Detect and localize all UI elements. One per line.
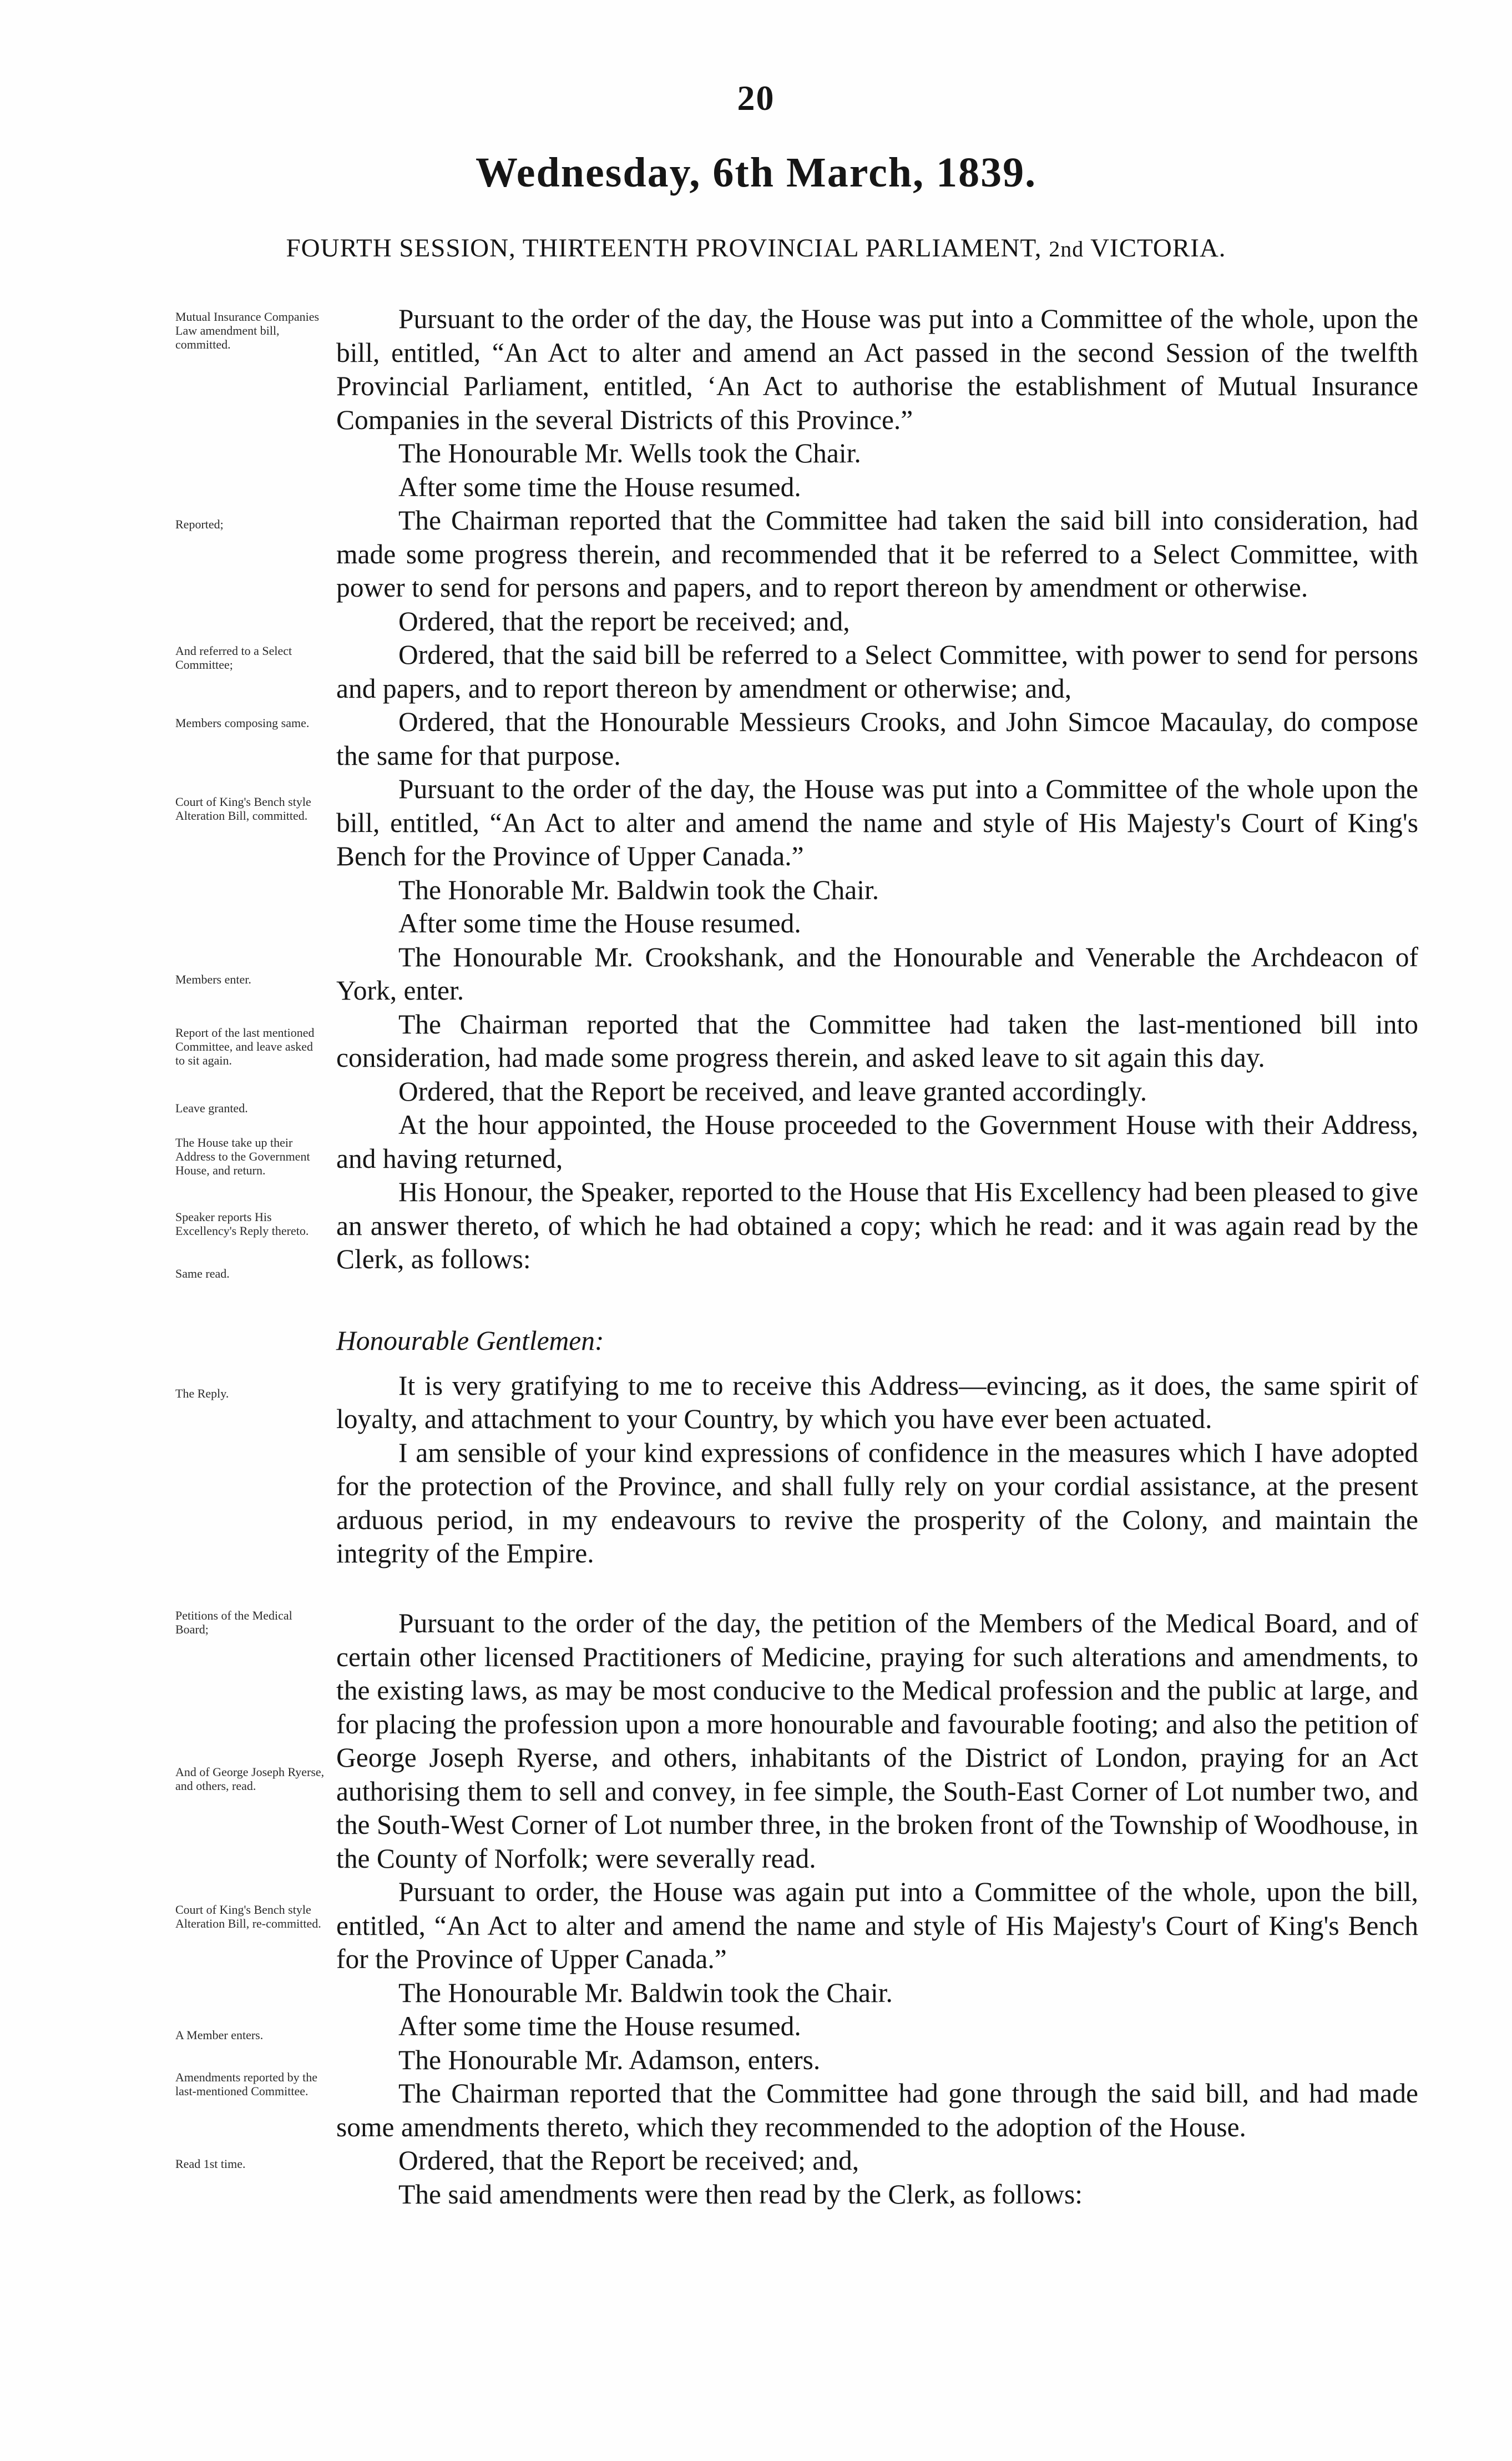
margin-note: Court of King's Bench style Alteration Bill, committed. <box>175 795 311 823</box>
body-section-reply <box>336 1324 1418 1571</box>
paragraph: Pursuant to the order of the day, the House was put into a Committee of the whole upon the bill, entitled, “An Act to alter and amend the name and style of His Majesty's Court of King's Bench for the Province of Upper Canada.” <box>336 774 1418 871</box>
margin-note: Members composing same. <box>175 716 310 730</box>
margin-note: And referred to a Select Committee; <box>175 644 292 672</box>
paragraph: The Chairman reported that the Committee had gone through the said bill, and had made some amendments thereto, which they recommended to the adoption of the House. <box>336 2078 1418 2142</box>
paragraph: Pursuant to order, the House was again put into a Committee of the whole, upon the bill, entitled, “An Act to alter and amend the name and style of His Majesty's Court of King's Bench for the Province of Upper Canada.” <box>336 1877 1418 1974</box>
body-section-proceedings <box>336 302 1418 1277</box>
paragraph: The Honourable Mr. Adamson, enters. <box>398 2044 821 2075</box>
paragraph: I am sensible of your kind expressions of confidence in the measures which I have adopted for the protection of the Province, and shall fully rely on your cordial assistance, at the present arduous period, in my endeavours to revive the prosperity of the Colony, and maintain the integrity of the Empire. <box>336 1437 1418 1569</box>
paragraph: The Honorable Mr. Baldwin took the Chair. <box>398 874 879 905</box>
paragraph: Pursuant to the order of the day, the petition of the Members of the Medical Board, and of certain other licensed Practitioners of Medicine, praying for such alterations and amendments, to the existing laws, as may be most conducive to the Medical profession and the public at large, and for placing the profession upon a more honourable and favourable footing; and also the petition of George Joseph Ryerse, and others, inhabitants of the District of London, praying for an Act authorising them to sell and convey, in fee simple, the South-East Corner of Lot number two, and the South-West Corner of Lot number three, in the broken front of the Township of Woodhouse, in the County of Norfolk; were severally read. <box>336 1608 1418 1874</box>
reply-salutation: Honourable Gentlemen: <box>336 1325 604 1356</box>
margin-note: Read 1st time. <box>175 2157 246 2171</box>
margin-note: Members enter. <box>175 972 251 986</box>
margin-note: Report of the last mentioned Committee, and leave asked to sit again. <box>175 1026 315 1067</box>
margin-note: Petitions of the Medical Board; <box>175 1608 292 1636</box>
body-section-petitions <box>336 1607 1418 2211</box>
margin-note: The Reply. <box>175 1386 229 1400</box>
paragraph: The Chairman reported that the Committee had taken the last-mentioned bill into consideration, had made some progress therein, and asked leave to sit again this day. <box>336 1008 1418 1073</box>
paragraph: Ordered, that the Honourable Messieurs Crooks, and John Simcoe Macaulay, do compose the same for that purpose. <box>336 707 1418 771</box>
date-heading: Wednesday, 6th March, 1839. <box>475 149 1037 196</box>
margin-note: The House take up their Address to the Government House, and return. <box>175 1136 310 1177</box>
margin-note: Amendments reported by the last-mentioned Committee. <box>175 2070 317 2098</box>
paragraph: Ordered, that the Report be received, and leave granted accordingly. <box>398 1076 1147 1107</box>
paragraph: The said amendments were then read by the Clerk, as follows: <box>398 2178 1083 2210</box>
margin-note: Leave granted. <box>175 1101 248 1115</box>
paragraph: It is very gratifying to me to receive this Address—evincing, as it does, the same spirit of loyalty, and attachment to your Country, by which you have ever been actuated. <box>336 1370 1418 1434</box>
session-heading-regnal-number: 2nd <box>1049 236 1084 261</box>
paragraph: The Honourable Mr. Baldwin took the Chair. <box>398 1977 893 2008</box>
paragraph: After some time the House resumed. <box>398 2011 801 2041</box>
margin-note: And of George Joseph Ryerse, and others, read. <box>175 1765 325 1793</box>
page-number: 20 <box>737 78 775 118</box>
session-heading-end: VICTORIA. <box>1084 234 1226 263</box>
margin-note: Same read. <box>175 1267 230 1280</box>
paragraph: After some time the House resumed. <box>398 908 801 939</box>
paragraph: Ordered, that the Report be received; and, <box>398 2145 859 2176</box>
margin-note: A Member enters. <box>175 2028 264 2042</box>
paragraph: At the hour appointed, the House proceeded to the Government House with their Address, and having returned, <box>336 1110 1418 1174</box>
session-heading-main: FOURTH SESSION, THIRTEENTH PROVINCIAL PARLIAMENT, <box>286 234 1049 263</box>
paragraph: The Honourable Mr. Crookshank, and the Honourable and Venerable the Archdeacon of York, enter. <box>336 941 1418 1006</box>
paragraph: Ordered, that the said bill be referred to a Select Committee, with power to send for persons and papers, and to report thereon by amendment or otherwise; and, <box>336 639 1418 704</box>
margin-note: Mutual Insurance Companies Law amendment bill, committed. <box>175 310 320 351</box>
paragraph: The Honourable Mr. Wells took the Chair. <box>398 438 861 468</box>
paragraph: After some time the House resumed. <box>398 471 801 502</box>
session-heading <box>0 233 1512 263</box>
paragraph: Ordered, that the report be received; and, <box>398 606 850 637</box>
margin-note: Reported; <box>175 517 224 531</box>
margin-note: Speaker reports His Excellency's Reply thereto. <box>175 1210 309 1238</box>
paragraph: The Chairman reported that the Committee had taken the said bill into consideration, had made some progress therein, and recommended that it be referred to a Select Committee, with power to send for persons and papers, and to report thereon by amendment or otherwise. <box>336 505 1418 603</box>
margin-note: Court of King's Bench style Alteration Bill, re-committed. <box>175 1903 321 1930</box>
paragraph: His Honour, the Speaker, reported to the House that His Excellency had been pleased to give an answer thereto, of which he had obtained a copy; which he read: and it was again read by the Clerk, as follows: <box>336 1177 1418 1274</box>
paragraph: Pursuant to the order of the day, the House was put into a Committee of the whole, upon the bill, entitled, “An Act to alter and amend an Act passed in the second Session of the twelfth Provincial Parliament, entitled, ‘An Act to authorise the establishment of Mutual Insurance Companies in the several Districts of this Province.” <box>336 304 1418 435</box>
